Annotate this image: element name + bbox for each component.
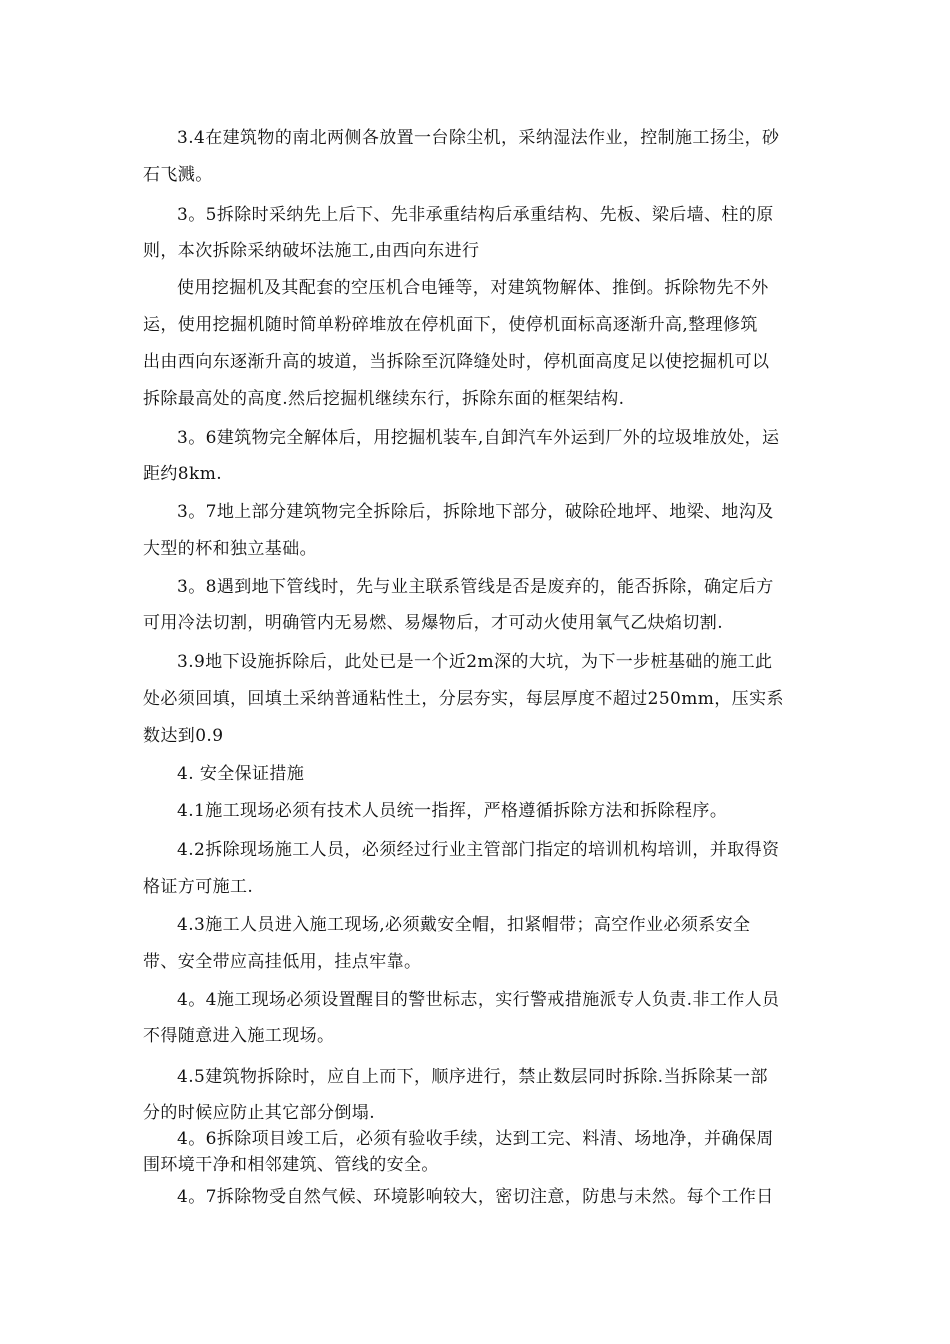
text-line: 运，使用挖掘机随时简单粉碎堆放在停机面下，使停机面标高逐渐升高,整理修筑 <box>143 315 758 335</box>
text-line: 4.1施工现场必须有技术人员统一指挥，严格遵循拆除方法和拆除程序。 <box>177 801 728 821</box>
text-line: 则，本次拆除采纳破坏法施工,由西向东进行 <box>143 241 480 261</box>
text-line: 3.4在建筑物的南北两侧各放置一台除尘机，采纳湿法作业，控制施工扬尘，砂 <box>177 128 780 148</box>
text-line: 3。8遇到地下管线时，先与业主联系管线是否是废弃的，能否拆除，确定后方 <box>177 577 774 597</box>
text-line: 使用挖掘机及其配套的空压机合电锤等，对建筑物解体、推倒。拆除物先不外 <box>177 278 769 298</box>
text-line: 3。5拆除时采纳先上后下、先非承重结构后承重结构、先板、梁后墙、柱的原 <box>177 205 774 225</box>
text-line: 围环境干净和相邻建筑、管线的安全。 <box>143 1155 439 1175</box>
text-line: 拆除最高处的高度.然后挖掘机继续东行，拆除东面的框架结构. <box>143 389 625 409</box>
text-line: 不得随意进入施工现场。 <box>143 1026 335 1046</box>
text-line: 3。7地上部分建筑物完全拆除后，拆除地下部分，破除砼地坪、地梁、地沟及 <box>177 502 774 522</box>
text-line: 数达到0.9 <box>143 726 224 746</box>
text-line: 处必须回填，回填土采纳普通粘性土，分层夯实，每层厚度不超过250mm，压实系 <box>143 689 784 709</box>
text-line: 4.3施工人员进入施工现场,必须戴安全帽，扣紧帽带；高空作业必须系安全 <box>177 915 751 935</box>
text-line: 大型的杯和独立基础。 <box>143 539 317 559</box>
text-line: 格证方可施工. <box>143 877 254 897</box>
text-line: 4。6拆除项目竣工后，必须有验收手续，达到工完、料清、场地净，并确保周 <box>177 1129 774 1149</box>
section-heading: 4. 安全保证措施 <box>177 764 305 784</box>
text-line: 可用冷法切割，明确管内无易燃、易爆物后，才可动火使用氧气乙炔焰切割. <box>143 613 724 633</box>
text-line: 距约8km. <box>143 464 223 484</box>
text-line: 4。7拆除物受自然气候、环境影响较大，密切注意，防患与未然。每个工作日 <box>177 1187 774 1207</box>
text-line: 分的时候应防止其它部分倒塌. <box>143 1103 376 1123</box>
text-line: 4.2拆除现场施工人员，必须经过行业主管部门指定的培训机构培训，并取得资 <box>177 840 780 860</box>
text-line: 3.9地下设施拆除后，此处已是一个近2m深的大坑，为下一步桩基础的施工此 <box>177 652 773 672</box>
text-line: 石飞溅。 <box>143 165 213 185</box>
text-line: 带、安全带应高挂低用，挂点牢靠。 <box>143 952 422 972</box>
text-line: 出由西向东逐渐升高的坡道，当拆除至沉降缝处时，停机面高度足以使挖掘机可以 <box>143 352 770 372</box>
text-line: 4。4施工现场必须设置醒目的警世标志，实行警戒措施派专人负责.非工作人员 <box>177 990 780 1010</box>
text-line: 4.5建筑物拆除时，应自上而下，顺序进行，禁止数层同时拆除.当拆除某一部 <box>177 1067 768 1087</box>
text-line: 3。6建筑物完全解体后，用挖掘机装车,自卸汽车外运到厂外的垃圾堆放处，运 <box>177 428 780 448</box>
